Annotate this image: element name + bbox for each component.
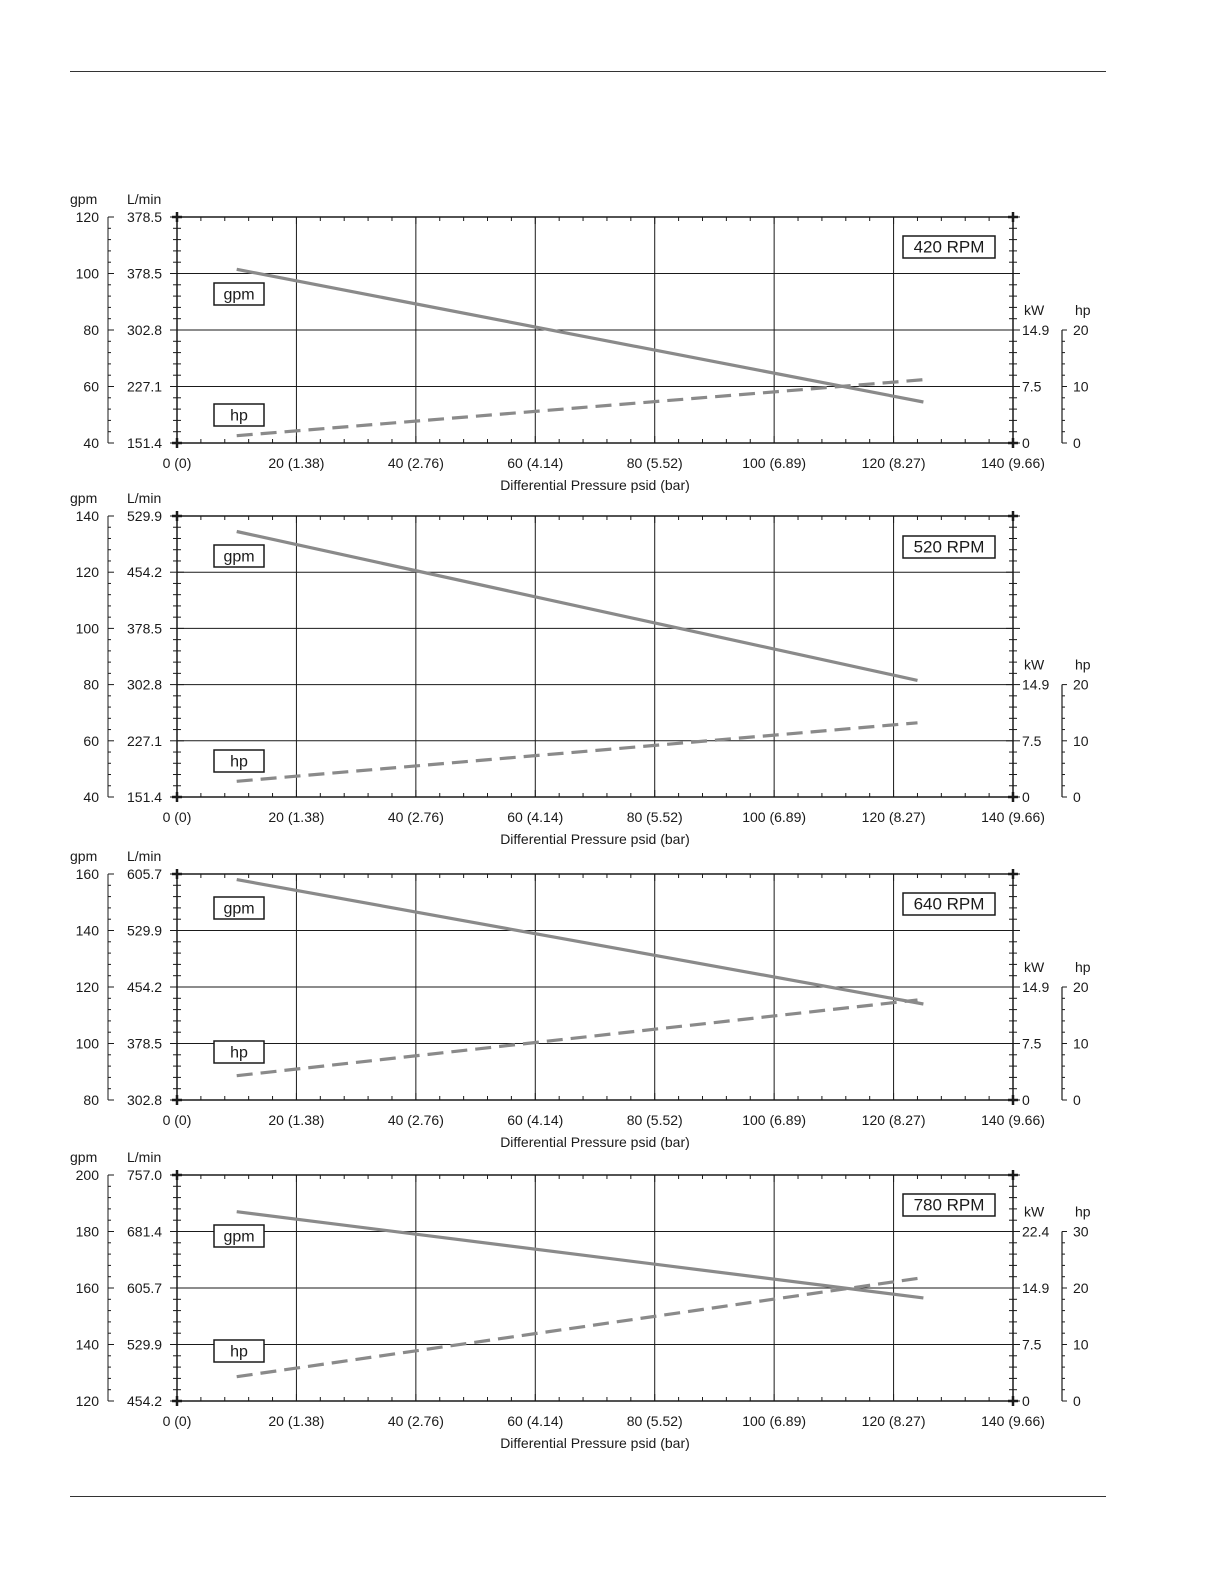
gpm-tick-label: 100 [75,1035,99,1052]
gpm-tick-label: 60 [83,378,99,395]
hp-unit-label: hp [1075,1203,1091,1220]
lmin-tick-label: 378.5 [127,1035,163,1052]
lmin-tick-label: 302.8 [127,676,163,693]
gpm-tick-label: 160 [75,866,99,882]
lmin-tick-label: 454.2 [127,564,163,581]
gpm-series-line [237,1212,924,1298]
kw-tick-label: 0 [1022,789,1030,805]
x-tick-label: 80 (5.52) [626,1413,683,1429]
kw-unit-label: kW [1024,959,1045,975]
hp-legend-text: hp [230,753,248,771]
kw-tick-label: 7.5 [1022,732,1042,749]
gpm-tick-label: 80 [83,676,99,693]
hp-legend-text: hp [230,1343,248,1361]
x-tick-label: 20 (1.38) [268,455,325,471]
x-tick-label: 60 (4.14) [507,1413,564,1429]
hp-tick-label: 0 [1073,1393,1081,1409]
kw-tick-label: 0 [1022,1393,1030,1409]
rpm-label-text: 780 RPM [913,1195,985,1215]
x-tick-label: 60 (4.14) [507,809,564,825]
x-tick-label: 120 (8.27) [861,455,926,471]
x-tick-label: 40 (2.76) [387,455,444,471]
x-axis-title: Differential Pressure psid (bar) [500,477,690,493]
lmin-unit-label: L/min [127,848,162,864]
hp-series-line [237,1000,918,1076]
x-tick-label: 0 (0) [162,1112,192,1128]
hp-tick-label: 30 [1073,1223,1089,1240]
kw-unit-label: kW [1024,302,1045,318]
gpm-tick-label: 80 [83,322,99,338]
hp-tick-label: 20 [1073,1280,1089,1296]
kw-tick-label: 14.9 [1022,979,1050,995]
lmin-tick-label: 681.4 [127,1223,163,1240]
gpm-tick-label: 160 [75,1280,99,1296]
lmin-tick-label: 757.0 [127,1167,163,1183]
lmin-tick-label: 454.2 [127,979,163,995]
x-tick-label: 140 (9.66) [981,809,1045,825]
x-tick-label: 100 (6.89) [742,1413,807,1429]
hp-tick-label: 0 [1073,789,1081,805]
x-tick-label: 40 (2.76) [387,1112,444,1128]
gpm-tick-label: 140 [75,508,99,524]
rpm-label-text: 640 RPM [913,894,985,914]
lmin-tick-label: 454.2 [127,1393,163,1409]
gpm-series-line [237,269,924,402]
lmin-tick-label: 227.1 [127,378,163,395]
lmin-unit-label: L/min [127,1149,162,1165]
gpm-tick-label: 60 [83,732,99,749]
gpm-unit-label: gpm [70,848,98,864]
gpm-series-line [237,532,918,681]
gpm-tick-label: 100 [75,265,99,282]
lmin-tick-label: 302.8 [127,1092,163,1108]
chart-3 [70,848,1091,1150]
gpm-tick-label: 140 [75,922,99,939]
x-axis-title: Differential Pressure psid (bar) [500,831,690,847]
gpm-legend-text: gpm [223,548,255,566]
lmin-tick-label: 378.5 [127,265,163,282]
gpm-unit-label: gpm [70,490,98,506]
hp-tick-label: 20 [1073,676,1089,693]
hp-tick-label: 20 [1073,979,1089,995]
hp-series-line [237,723,918,782]
x-tick-label: 100 (6.89) [742,455,807,471]
x-tick-label: 120 (8.27) [861,809,926,825]
x-tick-label: 0 (0) [162,455,192,471]
lmin-tick-label: 378.5 [127,209,163,225]
hp-tick-label: 10 [1073,378,1089,395]
x-tick-label: 60 (4.14) [507,1112,564,1128]
kw-tick-label: 0 [1022,435,1030,451]
gpm-tick-label: 120 [75,979,99,995]
x-tick-label: 100 (6.89) [742,809,807,825]
gpm-tick-label: 120 [75,209,99,225]
hp-unit-label: hp [1075,959,1091,975]
gpm-tick-label: 100 [75,620,99,637]
gpm-tick-label: 180 [75,1223,99,1240]
gpm-tick-label: 200 [75,1167,99,1183]
x-tick-label: 60 (4.14) [507,455,564,471]
hp-tick-label: 20 [1073,322,1089,338]
hp-tick-label: 10 [1073,1035,1089,1052]
kw-tick-label: 7.5 [1022,378,1042,395]
gpm-tick-label: 40 [83,789,99,805]
hp-tick-label: 0 [1073,1092,1081,1108]
chart-4 [70,1149,1091,1451]
x-tick-label: 140 (9.66) [981,1413,1045,1429]
gpm-tick-label: 140 [75,1336,99,1353]
hp-tick-label: 10 [1073,1336,1089,1353]
hp-legend-text: hp [230,407,248,425]
x-tick-label: 120 (8.27) [861,1413,926,1429]
hp-series-line [237,380,924,436]
gpm-legend-text: gpm [223,286,255,304]
lmin-tick-label: 302.8 [127,322,163,338]
x-tick-label: 0 (0) [162,809,192,825]
rpm-label-text: 520 RPM [913,537,985,557]
chart-1 [70,191,1091,493]
x-tick-label: 100 (6.89) [742,1112,807,1128]
lmin-tick-label: 529.9 [127,1336,163,1353]
lmin-unit-label: L/min [127,490,162,506]
gpm-unit-label: gpm [70,191,98,207]
x-tick-label: 140 (9.66) [981,455,1045,471]
hp-series-line [237,1278,918,1376]
lmin-tick-label: 529.9 [127,508,163,524]
gpm-series-line [237,880,924,1004]
kw-tick-label: 7.5 [1022,1035,1042,1052]
x-tick-label: 80 (5.52) [626,809,683,825]
lmin-tick-label: 529.9 [127,922,163,939]
x-tick-label: 40 (2.76) [387,1413,444,1429]
lmin-unit-label: L/min [127,191,162,207]
gpm-tick-label: 120 [75,1393,99,1409]
gpm-unit-label: gpm [70,1149,98,1165]
gpm-legend-text: gpm [223,1228,255,1246]
hp-unit-label: hp [1075,302,1091,318]
kw-tick-label: 0 [1022,1092,1030,1108]
plot-frame [177,516,1013,797]
gpm-legend-text: gpm [223,900,255,918]
lmin-tick-label: 605.7 [127,866,163,882]
lmin-tick-label: 151.4 [127,789,163,805]
kw-tick-label: 14.9 [1022,322,1050,338]
x-tick-label: 80 (5.52) [626,1112,683,1128]
gpm-tick-label: 120 [75,564,99,581]
x-tick-label: 140 (9.66) [981,1112,1045,1128]
x-tick-label: 20 (1.38) [268,1413,325,1429]
hp-unit-label: hp [1075,656,1091,673]
kw-tick-label: 22.4 [1022,1223,1050,1240]
gpm-tick-label: 40 [83,435,99,451]
lmin-tick-label: 605.7 [127,1280,163,1296]
kw-tick-label: 7.5 [1022,1336,1042,1353]
kw-tick-label: 14.9 [1022,1280,1050,1296]
x-tick-label: 20 (1.38) [268,809,325,825]
x-tick-label: 0 (0) [162,1413,192,1429]
x-tick-label: 120 (8.27) [861,1112,926,1128]
kw-unit-label: kW [1024,656,1045,673]
hp-tick-label: 0 [1073,435,1081,451]
hp-legend-text: hp [230,1044,248,1062]
kw-unit-label: kW [1024,1203,1045,1220]
lmin-tick-label: 227.1 [127,732,163,749]
x-tick-label: 20 (1.38) [268,1112,325,1128]
chart-2 [70,490,1091,847]
rpm-label-text: 420 RPM [913,237,985,257]
x-tick-label: 80 (5.52) [626,455,683,471]
lmin-tick-label: 151.4 [127,435,163,451]
gpm-tick-label: 80 [83,1092,99,1108]
kw-tick-label: 14.9 [1022,676,1050,693]
x-tick-label: 40 (2.76) [387,809,444,825]
lmin-tick-label: 378.5 [127,620,163,637]
x-axis-title: Differential Pressure psid (bar) [500,1435,690,1451]
hp-tick-label: 10 [1073,732,1089,749]
x-axis-title: Differential Pressure psid (bar) [500,1134,690,1150]
